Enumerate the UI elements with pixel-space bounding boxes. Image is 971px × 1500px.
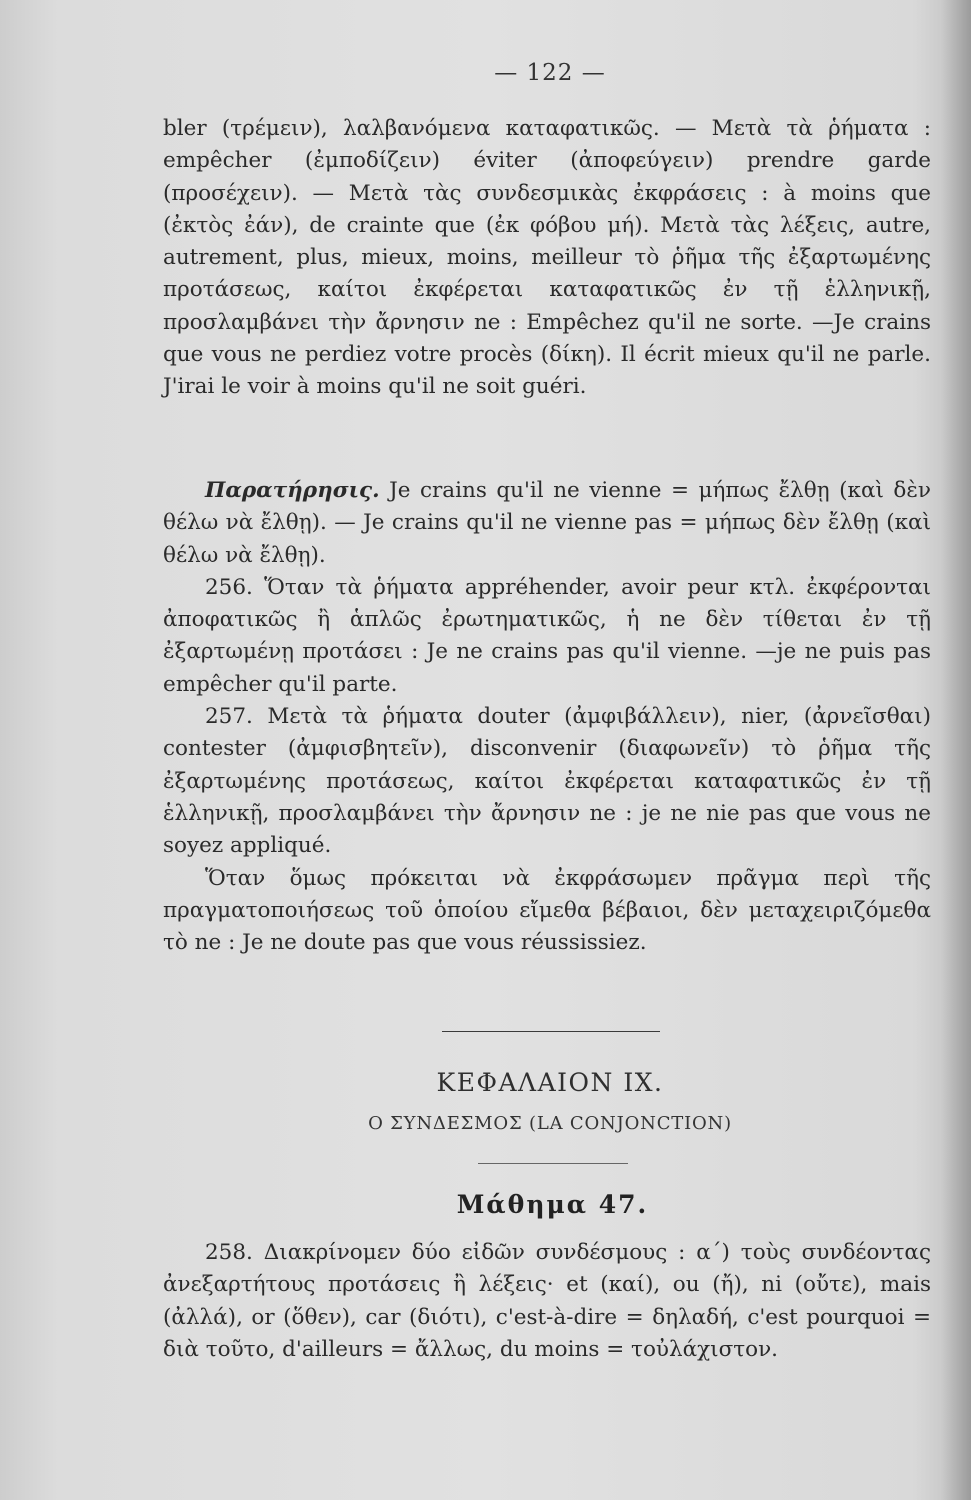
text-block-bottom bbox=[163, 1237, 931, 1366]
section-divider bbox=[442, 1031, 660, 1032]
remark-label: Παρατήρησις. bbox=[205, 478, 380, 503]
paragraph-258: 258. Διακρίνομεν δύο εἰδῶν συνδέσμους : α΄) τοὺς συνδέοντας ἀνεξαρτήτους προτάσεις ἢ λέξεις· et (καί), ou (ἤ), ni (οὔτε), mais (ἀλλά), or (ὅθεν), car (διότι), c'est-à-dire = δηλαδή, c'est pourquoi = διὰ τοῦτο, d'ailleurs = ἄλλως, du moins = τοὐλάχιστον. bbox=[163, 1240, 931, 1362]
remark-paragraph bbox=[163, 475, 931, 572]
page-edge-shadow bbox=[941, 0, 971, 1500]
chapter-divider bbox=[478, 1163, 628, 1164]
chapter-subtitle: Ο ΣΥΝΔΕΣΜΟΣ (LA CONJONCTION) bbox=[368, 1113, 732, 1134]
chapter-title: ΚΕΦΑΛΑΙΟΝ IX. bbox=[436, 1068, 664, 1097]
text-block-top bbox=[163, 113, 931, 404]
text-block-middle bbox=[163, 475, 931, 959]
paragraph-continuation: bler (τρέμειν), λαλβανόμενα καταφατικῶς. — Μετὰ τὰ ῥήματα : empêcher (ἐμποδίζειν) éviter (ἀποφεύγειν) prendre garde (προσέχειν). — Μετὰ τὰς συνδεσμικὰς ἐκφράσεις : à moins que (ἐκτὸς ἐάν), de crainte que (ἐκ φόβου μή). Μετὰ τὰς λέξεις, autre, autrement, plus, mieux, moins, meilleur τὸ ῥῆμα τῆς ἐξαρτωμένης προτάσεως, καίτοι ἐκφέρεται καταφατικῶς ἐν τῇ ἑλληνικῇ, προσλαμβάνει τὴν ἄρνησιν ne : Empêchez qu'il ne sorte. —Je crains que vous ne perdiez votre procès (δίκη). Il écrit mieux qu'il ne parle. J'irai le voir à moins qu'il ne soit guéri. bbox=[163, 116, 931, 400]
lesson-heading: Μάθημα 47. bbox=[456, 1190, 649, 1219]
paragraph-certainty: Ὅταν ὅμως πρόκειται νὰ ἐκφράσωμεν πρᾶγμα περὶ τῆς πραγματοποιήσεως τοῦ ὁποίου εἴμεθα βέβαιοι, δὲν μεταχειριζόμεθα τὸ ne : Je ne doute pas que vous réussissiez. bbox=[163, 865, 931, 956]
page-number: — 122 — bbox=[494, 60, 606, 86]
paragraph-256: 256. Ὅταν τὰ ῥήματα appréhender, avoir peur κτλ. ἐκφέρονται ἀποφατικῶς ἢ ἁπλῶς ἐρωτηματικῶς, ἡ ne δὲν τίθεται ἐν τῇ ἐξαρτωμένῃ προτάσει : Je ne crains pas qu'il vienne. —je ne puis pas empêcher qu'il parte. bbox=[163, 574, 931, 697]
remark-text: Je crains qu'il ne vienne = μήπως ἔλθῃ (καὶ δὲν θέλω νὰ ἔλθῃ). — Je crains qu'il ne vienne pas = μήπως δὲν ἔλθῃ (καὶ θέλω νὰ ἔλθῃ). bbox=[163, 478, 931, 568]
paragraph-257: 257. Μετὰ τὰ ῥήματα douter (ἀμφιβάλλειν), nier, (ἀρνεῖσθαι) contester (ἀμφισβητεῖν), disconvenir (διαφωνεῖν) τὸ ῥῆμα τῆς ἐξαρτωμένης προτάσεως, καίτοι ἐκφέρεται καταφατικῶς ἐν τῇ ἑλληνικῇ, προσλαμβάνει τὴν ἄρνησιν ne : je ne nie pas que vous ne soyez appliqué. bbox=[163, 704, 931, 859]
